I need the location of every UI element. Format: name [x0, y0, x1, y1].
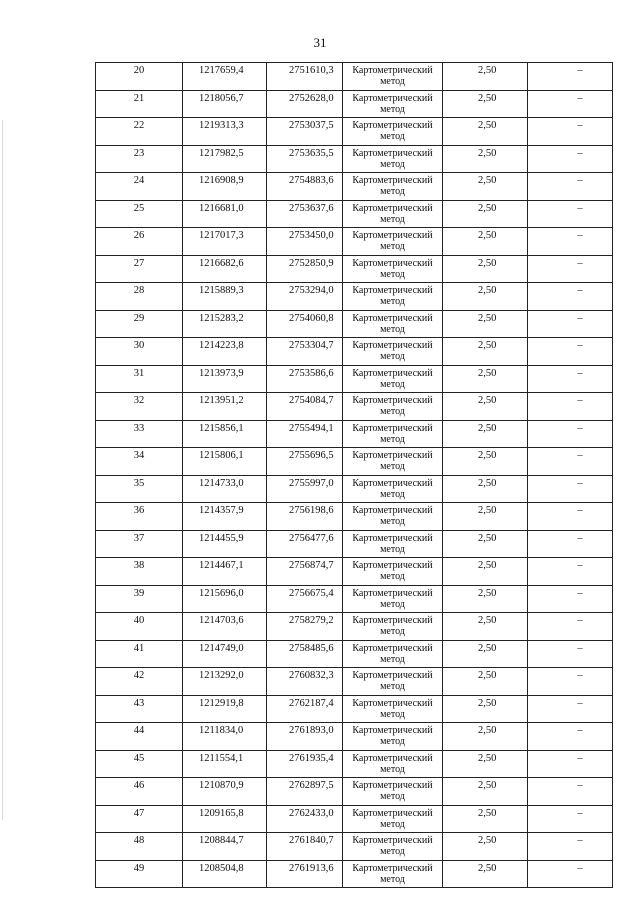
page-number: 31 [313, 35, 327, 50]
x-coordinate-cell: 1217017,3 [183, 228, 267, 256]
x-coordinate-cell: 1209165,8 [183, 805, 267, 833]
point-number-cell: 45 [96, 750, 183, 778]
table-row [96, 723, 613, 751]
x-coordinate-cell: 1214455,9 [183, 530, 267, 558]
point-number-cell: 42 [96, 668, 183, 696]
y-coordinate-cell: 2753635,5 [267, 145, 343, 173]
method-cell: Картометрический метод [343, 640, 443, 668]
table-row [96, 695, 613, 723]
note-cell: – [528, 585, 613, 613]
y-coordinate-cell: 2758485,6 [267, 640, 343, 668]
method-cell: Картометрический метод [343, 310, 443, 338]
accuracy-cell: 2,50 [443, 668, 528, 696]
accuracy-cell: 2,50 [443, 200, 528, 228]
x-coordinate-cell: 1217982,5 [183, 145, 267, 173]
y-coordinate-cell: 2754883,6 [267, 173, 343, 201]
point-number-cell: 48 [96, 833, 183, 861]
point-number-cell: 41 [96, 640, 183, 668]
point-number-cell: 34 [96, 448, 183, 476]
note-cell: – [528, 338, 613, 366]
point-number-cell: 24 [96, 173, 183, 201]
y-coordinate-cell: 2762897,5 [267, 778, 343, 806]
note-cell: – [528, 173, 613, 201]
x-coordinate-cell: 1214467,1 [183, 558, 267, 586]
table-row [96, 860, 613, 888]
note-cell: – [528, 310, 613, 338]
method-cell: Картометрический метод [343, 145, 443, 173]
note-cell: – [528, 503, 613, 531]
coordinates-table [95, 62, 613, 888]
table-row [96, 310, 613, 338]
x-coordinate-cell: 1214703,6 [183, 613, 267, 641]
note-cell: – [528, 200, 613, 228]
note-cell: – [528, 448, 613, 476]
table-row [96, 585, 613, 613]
x-coordinate-cell: 1216682,6 [183, 255, 267, 283]
x-coordinate-cell: 1214749,0 [183, 640, 267, 668]
accuracy-cell: 2,50 [443, 503, 528, 531]
note-cell: – [528, 860, 613, 888]
y-coordinate-cell: 2752850,9 [267, 255, 343, 283]
table-row [96, 200, 613, 228]
y-coordinate-cell: 2753586,6 [267, 365, 343, 393]
y-coordinate-cell: 2762187,4 [267, 695, 343, 723]
method-cell: Картометрический метод [343, 448, 443, 476]
x-coordinate-cell: 1213292,0 [183, 668, 267, 696]
note-cell: – [528, 255, 613, 283]
table-row [96, 338, 613, 366]
point-number-cell: 23 [96, 145, 183, 173]
note-cell: – [528, 558, 613, 586]
point-number-cell: 30 [96, 338, 183, 366]
table-row [96, 365, 613, 393]
method-cell: Картометрический метод [343, 668, 443, 696]
table-row [96, 63, 613, 91]
point-number-cell: 28 [96, 283, 183, 311]
table-row [96, 255, 613, 283]
accuracy-cell: 2,50 [443, 420, 528, 448]
accuracy-cell: 2,50 [443, 640, 528, 668]
point-number-cell: 44 [96, 723, 183, 751]
y-coordinate-cell: 2756477,6 [267, 530, 343, 558]
method-cell: Картометрический метод [343, 503, 443, 531]
accuracy-cell: 2,50 [443, 833, 528, 861]
accuracy-cell: 2,50 [443, 695, 528, 723]
table-row [96, 90, 613, 118]
note-cell: – [528, 283, 613, 311]
method-cell: Картометрический метод [343, 63, 443, 91]
y-coordinate-cell: 2756874,7 [267, 558, 343, 586]
method-cell: Картометрический метод [343, 283, 443, 311]
method-cell: Картометрический метод [343, 255, 443, 283]
table-row [96, 228, 613, 256]
note-cell: – [528, 475, 613, 503]
table-row [96, 640, 613, 668]
x-coordinate-cell: 1214357,9 [183, 503, 267, 531]
point-number-cell: 25 [96, 200, 183, 228]
method-cell: Картометрический метод [343, 475, 443, 503]
table-row [96, 145, 613, 173]
accuracy-cell: 2,50 [443, 283, 528, 311]
point-number-cell: 26 [96, 228, 183, 256]
y-coordinate-cell: 2756675,4 [267, 585, 343, 613]
coordinates-table-body [96, 63, 613, 888]
x-coordinate-cell: 1210870,9 [183, 778, 267, 806]
note-cell: – [528, 750, 613, 778]
point-number-cell: 32 [96, 393, 183, 421]
method-cell: Картометрический метод [343, 393, 443, 421]
accuracy-cell: 2,50 [443, 860, 528, 888]
table-row [96, 833, 613, 861]
accuracy-cell: 2,50 [443, 338, 528, 366]
y-coordinate-cell: 2761893,0 [267, 723, 343, 751]
point-number-cell: 31 [96, 365, 183, 393]
y-coordinate-cell: 2753037,5 [267, 118, 343, 146]
y-coordinate-cell: 2756198,6 [267, 503, 343, 531]
point-number-cell: 40 [96, 613, 183, 641]
scan-edge-left [2, 120, 3, 820]
note-cell: – [528, 145, 613, 173]
x-coordinate-cell: 1211834,0 [183, 723, 267, 751]
method-cell: Картометрический метод [343, 420, 443, 448]
y-coordinate-cell: 2755494,1 [267, 420, 343, 448]
method-cell: Картометрический метод [343, 750, 443, 778]
y-coordinate-cell: 2760832,3 [267, 668, 343, 696]
x-coordinate-cell: 1208504,8 [183, 860, 267, 888]
accuracy-cell: 2,50 [443, 173, 528, 201]
note-cell: – [528, 640, 613, 668]
accuracy-cell: 2,50 [443, 750, 528, 778]
x-coordinate-cell: 1213951,2 [183, 393, 267, 421]
method-cell: Картометрический метод [343, 778, 443, 806]
method-cell: Картометрический метод [343, 228, 443, 256]
table-row [96, 173, 613, 201]
method-cell: Картометрический метод [343, 860, 443, 888]
accuracy-cell: 2,50 [443, 228, 528, 256]
accuracy-cell: 2,50 [443, 63, 528, 91]
note-cell: – [528, 63, 613, 91]
method-cell: Картометрический метод [343, 558, 443, 586]
table-row [96, 750, 613, 778]
point-number-cell: 43 [96, 695, 183, 723]
note-cell: – [528, 420, 613, 448]
table-row [96, 613, 613, 641]
x-coordinate-cell: 1208844,7 [183, 833, 267, 861]
method-cell: Картометрический метод [343, 90, 443, 118]
note-cell: – [528, 90, 613, 118]
x-coordinate-cell: 1215856,1 [183, 420, 267, 448]
x-coordinate-cell: 1217659,4 [183, 63, 267, 91]
table-row [96, 805, 613, 833]
x-coordinate-cell: 1214223,8 [183, 338, 267, 366]
point-number-cell: 37 [96, 530, 183, 558]
method-cell: Картометрический метод [343, 723, 443, 751]
y-coordinate-cell: 2762433,0 [267, 805, 343, 833]
note-cell: – [528, 613, 613, 641]
x-coordinate-cell: 1215696,0 [183, 585, 267, 613]
point-number-cell: 21 [96, 90, 183, 118]
x-coordinate-cell: 1215806,1 [183, 448, 267, 476]
point-number-cell: 38 [96, 558, 183, 586]
x-coordinate-cell: 1218056,7 [183, 90, 267, 118]
y-coordinate-cell: 2755997,0 [267, 475, 343, 503]
y-coordinate-cell: 2754060,8 [267, 310, 343, 338]
method-cell: Картометрический метод [343, 173, 443, 201]
y-coordinate-cell: 2758279,2 [267, 613, 343, 641]
method-cell: Картометрический метод [343, 805, 443, 833]
note-cell: – [528, 365, 613, 393]
accuracy-cell: 2,50 [443, 778, 528, 806]
method-cell: Картометрический метод [343, 613, 443, 641]
point-number-cell: 20 [96, 63, 183, 91]
accuracy-cell: 2,50 [443, 393, 528, 421]
point-number-cell: 46 [96, 778, 183, 806]
y-coordinate-cell: 2753304,7 [267, 338, 343, 366]
accuracy-cell: 2,50 [443, 365, 528, 393]
accuracy-cell: 2,50 [443, 255, 528, 283]
accuracy-cell: 2,50 [443, 448, 528, 476]
note-cell: – [528, 393, 613, 421]
accuracy-cell: 2,50 [443, 585, 528, 613]
y-coordinate-cell: 2761935,4 [267, 750, 343, 778]
table-row [96, 503, 613, 531]
point-number-cell: 39 [96, 585, 183, 613]
y-coordinate-cell: 2761840,7 [267, 833, 343, 861]
note-cell: – [528, 695, 613, 723]
accuracy-cell: 2,50 [443, 475, 528, 503]
accuracy-cell: 2,50 [443, 805, 528, 833]
note-cell: – [528, 118, 613, 146]
point-number-cell: 47 [96, 805, 183, 833]
x-coordinate-cell: 1216908,9 [183, 173, 267, 201]
method-cell: Картометрический метод [343, 118, 443, 146]
point-number-cell: 35 [96, 475, 183, 503]
point-number-cell: 36 [96, 503, 183, 531]
accuracy-cell: 2,50 [443, 145, 528, 173]
method-cell: Картометрический метод [343, 200, 443, 228]
table-row [96, 448, 613, 476]
method-cell: Картометрический метод [343, 833, 443, 861]
table-row [96, 118, 613, 146]
method-cell: Картометрический метод [343, 695, 443, 723]
table-row [96, 530, 613, 558]
accuracy-cell: 2,50 [443, 310, 528, 338]
accuracy-cell: 2,50 [443, 558, 528, 586]
point-number-cell: 49 [96, 860, 183, 888]
table-row [96, 668, 613, 696]
accuracy-cell: 2,50 [443, 723, 528, 751]
note-cell: – [528, 530, 613, 558]
note-cell: – [528, 778, 613, 806]
method-cell: Картометрический метод [343, 365, 443, 393]
table-row [96, 558, 613, 586]
y-coordinate-cell: 2754084,7 [267, 393, 343, 421]
point-number-cell: 27 [96, 255, 183, 283]
point-number-cell: 33 [96, 420, 183, 448]
method-cell: Картометрический метод [343, 585, 443, 613]
x-coordinate-cell: 1212919,8 [183, 695, 267, 723]
x-coordinate-cell: 1213973,9 [183, 365, 267, 393]
table-row [96, 283, 613, 311]
y-coordinate-cell: 2752628,0 [267, 90, 343, 118]
point-number-cell: 29 [96, 310, 183, 338]
x-coordinate-cell: 1216681,0 [183, 200, 267, 228]
y-coordinate-cell: 2751610,3 [267, 63, 343, 91]
note-cell: – [528, 228, 613, 256]
accuracy-cell: 2,50 [443, 530, 528, 558]
note-cell: – [528, 668, 613, 696]
note-cell: – [528, 805, 613, 833]
y-coordinate-cell: 2761913,6 [267, 860, 343, 888]
point-number-cell: 22 [96, 118, 183, 146]
x-coordinate-cell: 1219313,3 [183, 118, 267, 146]
table-row [96, 778, 613, 806]
x-coordinate-cell: 1211554,1 [183, 750, 267, 778]
note-cell: – [528, 723, 613, 751]
method-cell: Картометрический метод [343, 338, 443, 366]
table-row [96, 475, 613, 503]
accuracy-cell: 2,50 [443, 118, 528, 146]
accuracy-cell: 2,50 [443, 613, 528, 641]
y-coordinate-cell: 2753294,0 [267, 283, 343, 311]
x-coordinate-cell: 1215889,3 [183, 283, 267, 311]
table-row [96, 420, 613, 448]
x-coordinate-cell: 1214733,0 [183, 475, 267, 503]
x-coordinate-cell: 1215283,2 [183, 310, 267, 338]
y-coordinate-cell: 2755696,5 [267, 448, 343, 476]
y-coordinate-cell: 2753450,0 [267, 228, 343, 256]
y-coordinate-cell: 2753637,6 [267, 200, 343, 228]
accuracy-cell: 2,50 [443, 90, 528, 118]
note-cell: – [528, 833, 613, 861]
table-row [96, 393, 613, 421]
method-cell: Картометрический метод [343, 530, 443, 558]
